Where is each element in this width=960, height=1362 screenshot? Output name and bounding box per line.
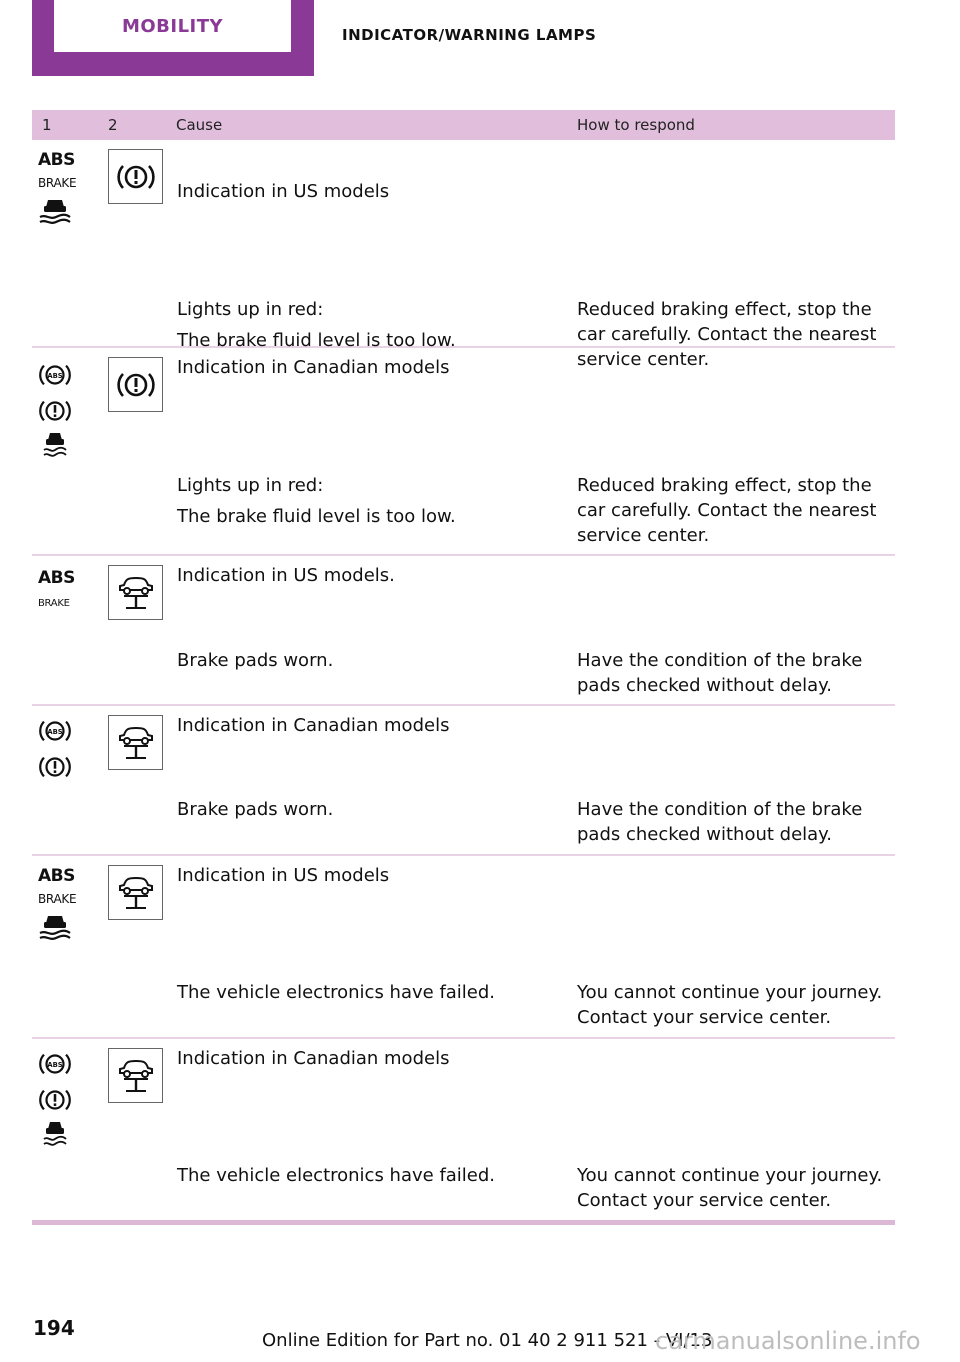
row-heading: Indication in Canadian models [177, 715, 450, 736]
indicator-table [32, 110, 895, 1225]
cause-line: Lights up in red: [177, 299, 324, 320]
cause-line: Lights up in red: [177, 475, 324, 496]
lamp-column-1 [38, 1051, 72, 1147]
lamp-column-2 [108, 149, 163, 204]
skid-car-icon [42, 430, 68, 458]
chapter-tab-inner [54, 0, 291, 52]
cause-line: The vehicle electronics have failed. [177, 982, 496, 1003]
column-header-response: How to respond [577, 116, 695, 134]
column-header-cause: Cause [176, 116, 223, 134]
chapter-tab [32, 0, 314, 76]
response-line: You cannot continue your journey. [577, 982, 883, 1003]
abs-text-icon: ABS [38, 866, 75, 886]
svg-text:ABS: ABS [47, 371, 63, 380]
lamp-column-2 [108, 1048, 163, 1103]
brake-warning-icon [116, 161, 156, 193]
table-row [32, 856, 895, 1039]
edition-footer: Online Edition for Part no. 01 40 2 911 521 - VI/13 [262, 1330, 713, 1351]
lamp-column-2 [108, 865, 163, 920]
chapter-label: MOBILITY [121, 15, 224, 37]
lamp-column-1 [38, 718, 72, 780]
cause-line: Brake pads worn. [177, 799, 334, 820]
brake-text-icon: BRAKE [38, 176, 77, 190]
row-heading: Indication in US models [177, 181, 390, 202]
row-heading: Indication in US models. [177, 565, 395, 586]
cause-line: The brake fluid level is too low. [177, 330, 456, 351]
brake-warning-icon [38, 398, 72, 424]
column-header-2: 2 [108, 116, 118, 134]
brake-warning-icon [38, 1087, 72, 1113]
car-lift-icon [116, 875, 156, 911]
car-lift-icon [116, 575, 156, 611]
svg-text:ABS: ABS [47, 727, 63, 736]
lamp-column-1 [38, 152, 76, 229]
table-row [32, 1039, 895, 1225]
brake-text-icon: BRAKE [38, 892, 77, 906]
lamp-column-1 [38, 868, 76, 945]
table-header [32, 110, 895, 140]
response-line: service center. [577, 525, 710, 546]
response-line: car carefully. Contact the nearest [577, 324, 877, 345]
cause-line: The vehicle electronics have failed. [177, 1165, 496, 1186]
abs-text-icon: ABS [38, 568, 75, 588]
response-line: service center. [577, 349, 710, 370]
skid-car-icon [42, 1119, 68, 1147]
response-line: Have the condition of the brake [577, 799, 863, 820]
car-lift-icon [116, 1058, 156, 1094]
brake-warning-icon [38, 754, 72, 780]
section-title: INDICATOR/WARNING LAMPS [342, 26, 597, 44]
brake-text-icon: BRAKE [38, 598, 70, 609]
column-header-1: 1 [42, 116, 52, 134]
lamp-column-2 [108, 715, 163, 770]
row-heading: Indication in US models [177, 865, 390, 886]
watermark: carmanualsonline.info [655, 1327, 921, 1355]
lamp-column-2 [108, 565, 163, 620]
car-lift-icon [116, 725, 156, 761]
svg-text:ABS: ABS [47, 1060, 63, 1069]
abs-circle-icon [38, 718, 72, 744]
response-line: You cannot continue your journey. [577, 1165, 883, 1186]
response-line: Reduced braking effect, stop the [577, 475, 872, 496]
response-line: Contact your service center. [577, 1190, 832, 1211]
response-line: pads checked without delay. [577, 824, 832, 845]
brake-warning-icon [116, 369, 156, 401]
response-line: Have the condition of the brake [577, 650, 863, 671]
cause-line: The brake fluid level is too low. [177, 506, 456, 527]
skid-car-icon [38, 195, 72, 225]
table-row [32, 556, 895, 706]
abs-text-icon: ABS [38, 150, 75, 170]
lamp-column-1 [38, 362, 72, 458]
row-heading: Indication in Canadian models [177, 1048, 450, 1069]
response-line: car carefully. Contact the nearest [577, 500, 877, 521]
lamp-column-2 [108, 357, 163, 412]
table-row [32, 348, 895, 556]
cause-line: Brake pads worn. [177, 650, 334, 671]
response-line: Reduced braking effect, stop the [577, 299, 872, 320]
response-line: pads checked without delay. [577, 675, 832, 696]
lamp-column-1 [38, 570, 75, 609]
abs-circle-icon [38, 1051, 72, 1077]
row-heading: Indication in Canadian models [177, 357, 450, 378]
skid-car-icon [38, 911, 72, 941]
table-row [32, 706, 895, 856]
response-line: Contact your service center. [577, 1007, 832, 1028]
abs-circle-icon [38, 362, 72, 388]
page-number: 194 [33, 1316, 75, 1340]
